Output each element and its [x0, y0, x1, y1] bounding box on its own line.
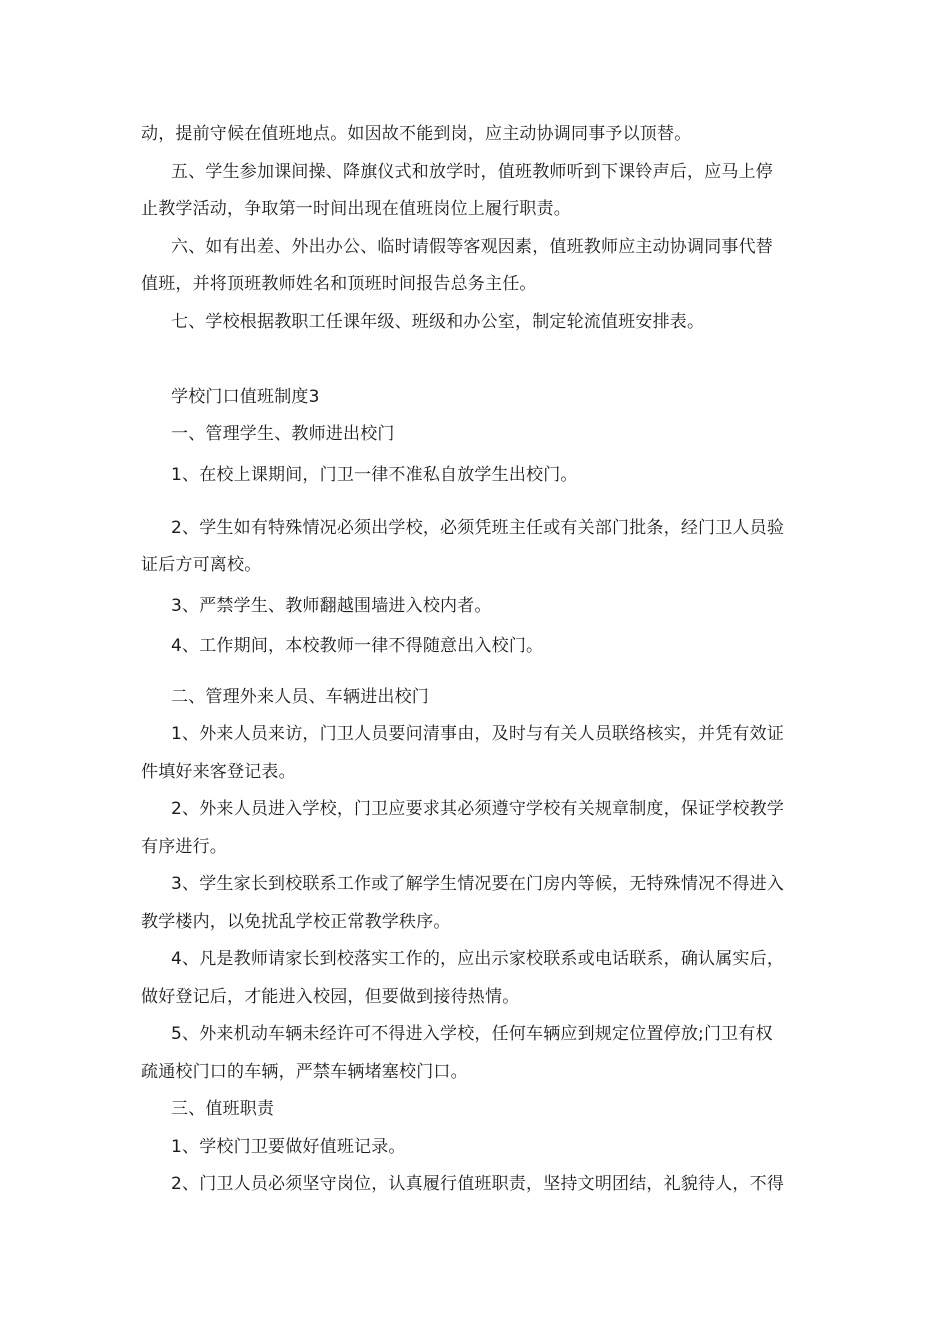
- text-line: 有序进行。: [141, 837, 227, 857]
- text-line: 3、学生家长到校联系工作或了解学生情况要在门房内等候，无特殊情况不得进入: [171, 874, 785, 894]
- text-line: 1、学校门卫要做好值班记录。: [171, 1137, 406, 1157]
- text-line: 1、外来人员来访，门卫人员要问清事由，及时与有关人员联络核实，并凭有效证: [171, 724, 785, 744]
- text-line: 动，提前守候在值班地点。如因故不能到岗，应主动协调同事予以顶替。: [141, 124, 692, 144]
- text-line: 件填好来客登记表。: [141, 762, 296, 782]
- text-line: 3、严禁学生、教师翻越围墙进入校内者。: [171, 596, 492, 616]
- text-line: 五、学生参加课间操、降旗仪式和放学时，值班教师听到下课铃声后，应马上停: [171, 162, 773, 182]
- section-heading: 三、值班职责: [171, 1099, 275, 1119]
- text-line: 做好登记后，才能进入校园，但要做到接待热情。: [141, 987, 520, 1007]
- text-line: 2、门卫人员必须坚守岗位，认真履行值班职责，坚持文明团结，礼貌待人，不得: [171, 1174, 785, 1194]
- text-line: 值班，并将顶班教师姓名和顶班时间报告总务主任。: [141, 274, 537, 294]
- text-line: 七、学校根据教职工任课年级、班级和办公室，制定轮流值班安排表。: [171, 312, 705, 332]
- text-line: 4、凡是教师请家长到校落实工作的，应出示家校联系或电话联系，确认属实后，: [171, 949, 785, 969]
- text-line: 2、学生如有特殊情况必须出学校，必须凭班主任或有关部门批条，经门卫人员验: [171, 518, 785, 538]
- text-line: 5、外来机动车辆未经许可不得进入学校，任何车辆应到规定位置停放;门卫有权: [171, 1024, 773, 1044]
- text-line: 2、外来人员进入学校，门卫应要求其必须遵守学校有关规章制度，保证学校教学: [171, 799, 785, 819]
- section-title: 学校门口值班制度3: [171, 387, 320, 407]
- text-line: 止教学活动，争取第一时间出现在值班岗位上履行职责。: [141, 199, 571, 219]
- text-line: 1、在校上课期间，门卫一律不准私自放学生出校门。: [171, 465, 578, 485]
- section-heading: 一、管理学生、教师进出校门: [171, 424, 395, 444]
- text-line: 教学楼内，以免扰乱学校正常教学秩序。: [141, 912, 451, 932]
- text-line: 疏通校门口的车辆，严禁车辆堵塞校门口。: [141, 1062, 468, 1082]
- text-line: 4、工作期间，本校教师一律不得随意出入校门。: [171, 636, 544, 656]
- section-heading: 二、管理外来人员、车辆进出校门: [171, 687, 429, 707]
- text-line: 证后方可离校。: [141, 555, 262, 575]
- text-line: 六、如有出差、外出办公、临时请假等客观因素，值班教师应主动协调同事代替: [171, 237, 773, 257]
